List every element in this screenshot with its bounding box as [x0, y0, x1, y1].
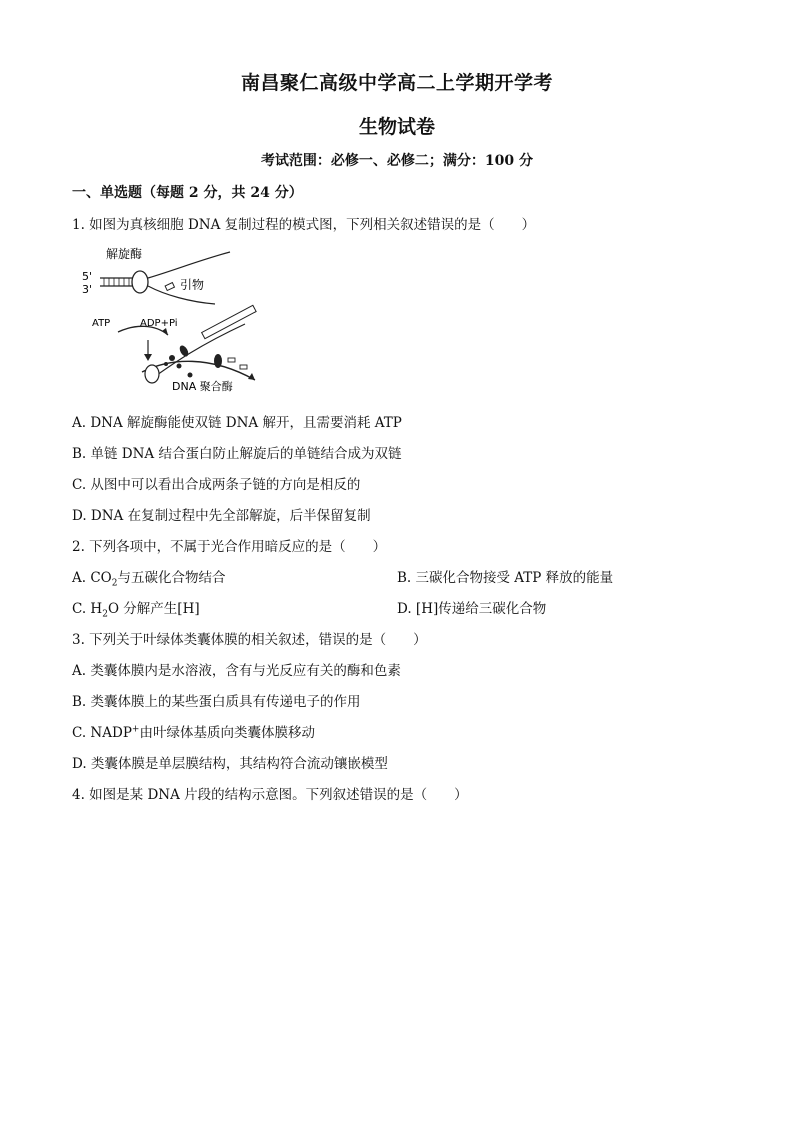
option-c-prefix: C. H — [72, 601, 103, 617]
label-polymerase: DNA 聚合酶 — [172, 380, 233, 393]
question-3-stem: 3. 下列关于叶绿体类囊体膜的相关叙述，错误的是（ ） — [72, 632, 427, 648]
option-c-subscript: 2 — [102, 609, 108, 620]
option-a-prefix: A. CO — [72, 570, 112, 586]
polymerase-right-icon — [214, 354, 222, 368]
primer-icon — [165, 283, 174, 291]
label-atp: ATP — [92, 318, 111, 329]
dna-replication-diagram — [80, 240, 290, 400]
label-3prime: 3' — [82, 283, 93, 296]
question-1-option-d: D. DNA 在复制过程中先全部解旋，后半保留复制 — [72, 508, 371, 524]
label-adp: ADP+Pi — [140, 318, 178, 329]
option-a-suffix: 与五碳化合物结合 — [117, 570, 226, 586]
question-2-stem: 2. 下列各项中，不属于光合作用暗反应的是（ ） — [72, 539, 387, 555]
question-3-option-a: A. 类囊体膜内是水溶液，含有与光反应有关的酶和色素 — [72, 663, 401, 679]
question-3-option-c — [72, 721, 315, 741]
exam-scope: 考试范围：必修一、必修二；满分：100 分 — [260, 153, 534, 169]
exam-subtitle: 生物试卷 — [358, 116, 435, 138]
question-2-option-d: D. [H]传递给三碳化合物 — [397, 601, 547, 617]
question-1-option-a: A. DNA 解旋酶能使双链 DNA 解开，且需要消耗 ATP — [72, 415, 402, 431]
label-5prime: 5' — [82, 270, 93, 283]
option-c-suffix: O 分解产生[H] — [107, 601, 200, 617]
polymerase-left-icon — [145, 365, 159, 383]
label-primer: 引物 — [180, 278, 205, 292]
question-3-option-d: D. 类囊体膜是单层膜结构，其结构符合流动镶嵌模型 — [72, 756, 388, 772]
question-1-stem: 1. 如图为真核细胞 DNA 复制过程的模式图，下列相关叙述错误的是（ ） — [72, 217, 536, 233]
helicase-ring-icon — [132, 271, 148, 293]
option-a-subscript: 2 — [111, 578, 118, 589]
option-c-suffix: 由叶绿体基质向类囊体膜移动 — [139, 725, 315, 741]
question-2-option-a — [72, 566, 225, 589]
question-3-option-b: B. 类囊体膜上的某些蛋白质具有传递电子的作用 — [72, 694, 361, 710]
question-1-option-c: C. 从图中可以看出合成两条子链的方向是相反的 — [72, 477, 361, 493]
exam-title: 南昌聚仁高级中学高二上学期开学考 — [240, 72, 553, 94]
option-c-superscript: + — [131, 724, 140, 735]
label-helicase: 解旋酶 — [106, 247, 143, 261]
question-1-option-b: B. 单链 DNA 结合蛋白防止解旋后的单链结合成为双链 — [72, 446, 402, 462]
question-2-option-c — [72, 597, 200, 620]
section-heading: 一、单选题（每题 2 分，共 24 分） — [72, 185, 303, 201]
option-c-prefix: C. NADP — [72, 725, 132, 741]
question-2-option-b: B. 三碳化合物接受 ATP 释放的能量 — [397, 570, 614, 586]
question-4-stem: 4. 如图是某 DNA 片段的结构示意图。下列叙述错误的是（ ） — [72, 787, 468, 803]
